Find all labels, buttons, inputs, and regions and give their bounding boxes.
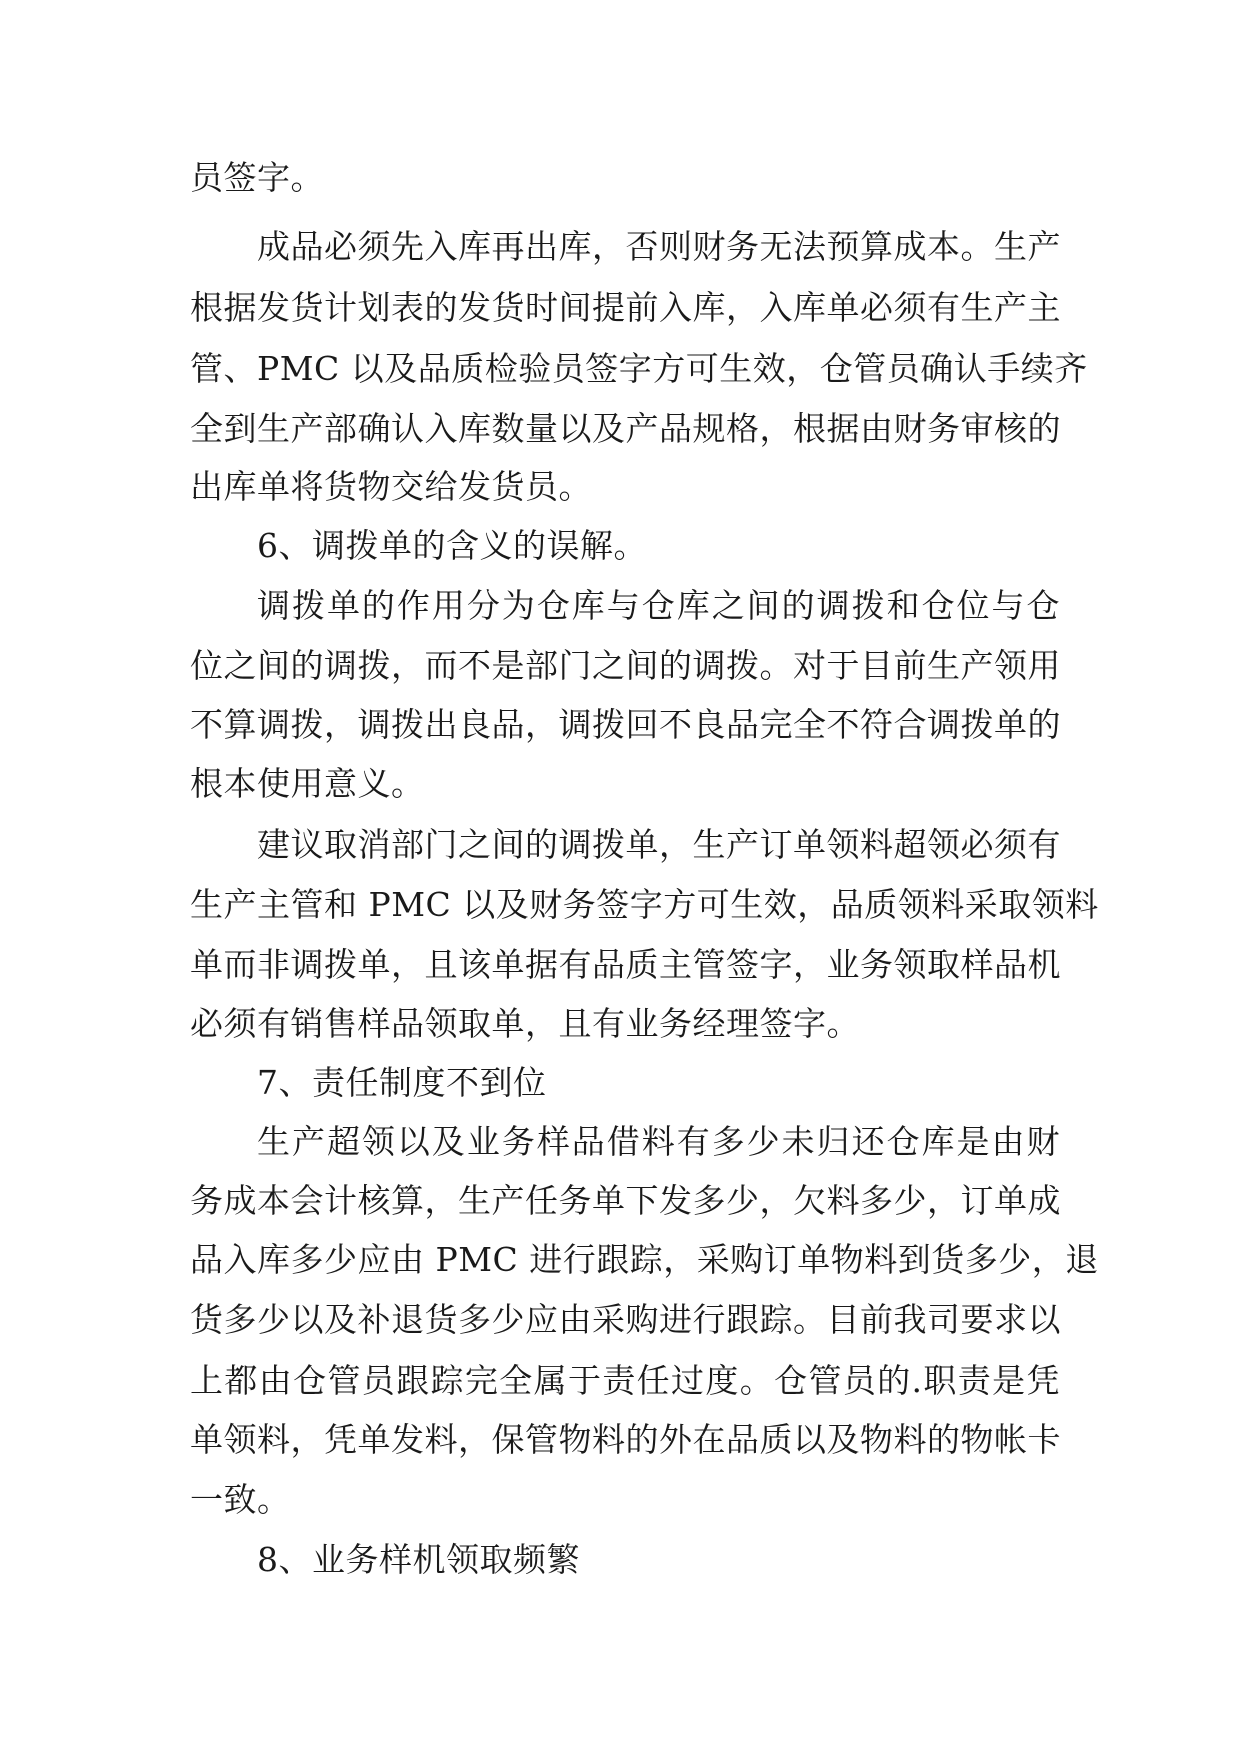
section-heading: 7、责任制度不到位 — [257, 1063, 547, 1102]
paragraph-line: 根本使用意义。 — [190, 764, 425, 803]
paragraph-line: 不算调拨，调拨出良品，调拨回不良品完全不符合调拨单的 — [190, 705, 1061, 744]
paragraph-line: 上都由仓管员跟踪完全属于责任过度。仓管员的.职责是凭 — [190, 1361, 1060, 1400]
paragraph-line: 调拨单的作用分为仓库与仓库之间的调拨和仓位与仓 — [257, 586, 1060, 625]
section-heading: 8、业务样机领取频繁 — [257, 1540, 580, 1579]
paragraph-line: 管、PMC 以及品质检验员签字方可生效，仓管员确认手续齐 — [190, 349, 1088, 388]
paragraph-line: 品入库多少应由 PMC 进行跟踪，采购订单物料到货多少，退 — [190, 1240, 1099, 1279]
paragraph-line: 根据发货计划表的发货时间提前入库，入库单必须有生产主 — [190, 288, 1061, 327]
paragraph-line: 位之间的调拨，而不是部门之间的调拨。对于目前生产领用 — [190, 646, 1061, 685]
paragraph-line: 生产主管和 PMC 以及财务签字方可生效，品质领料采取领料 — [190, 885, 1099, 924]
paragraph-line: 务成本会计核算，生产任务单下发多少，欠料多少，订单成 — [190, 1181, 1061, 1220]
paragraph-line: 单领料，凭单发料，保管物料的外在品质以及物料的物帐卡 — [190, 1420, 1061, 1459]
text-line: 员签字。 — [190, 158, 324, 197]
paragraph-line: 建议取消部门之间的调拨单，生产订单领料超领必须有 — [257, 825, 1061, 864]
paragraph-line: 生产超领以及业务样品借料有多少未归还仓库是由财 — [257, 1122, 1060, 1161]
paragraph-line: 单而非调拨单，且该单据有品质主管签字，业务领取样品机 — [190, 945, 1061, 984]
paragraph-line: 必须有销售样品领取单，且有业务经理签字。 — [190, 1004, 860, 1043]
paragraph-line: 出库单将货物交给发货员。 — [190, 467, 592, 506]
section-heading: 6、调拨单的含义的误解。 — [257, 526, 647, 565]
paragraph-line: 全到生产部确认入库数量以及产品规格，根据由财务审核的 — [190, 409, 1061, 448]
paragraph-line: 一致。 — [190, 1480, 291, 1519]
paragraph-line: 货多少以及补退货多少应由采购进行跟踪。目前我司要求以 — [190, 1300, 1061, 1339]
paragraph-line: 成品必须先入库再出库，否则财务无法预算成本。生产 — [257, 227, 1061, 266]
